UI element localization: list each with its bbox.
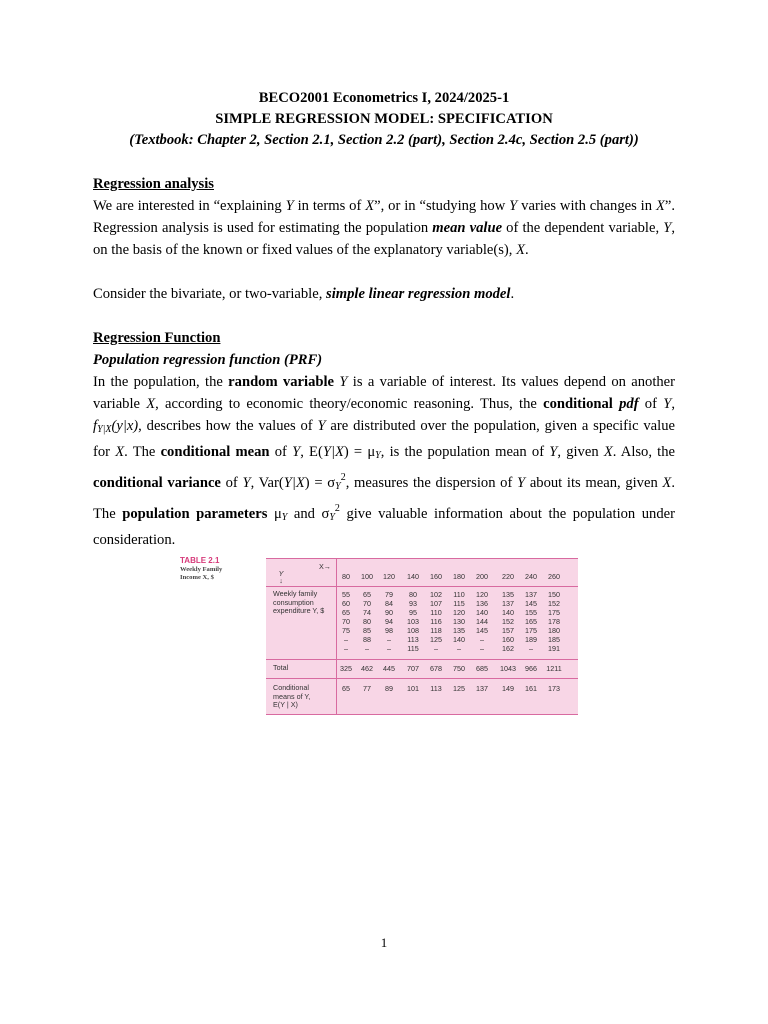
row-label-consumption: Weekly family consumption expenditure Y, $ — [273, 589, 325, 616]
x-value-header: 80 — [342, 572, 350, 581]
consumption-cell: 80 — [409, 590, 417, 599]
consumption-cell: 94 — [385, 617, 393, 626]
x-value-header: 220 — [502, 572, 514, 581]
conditional-mean-cell: 89 — [385, 684, 393, 693]
total-cell: 750 — [453, 664, 465, 673]
x-value-header: 120 — [383, 572, 395, 581]
consumption-cell: – — [480, 644, 484, 653]
consumption-cell: 113 — [407, 635, 419, 644]
x-axis-label: X→ — [319, 562, 331, 571]
consumption-cell: 130 — [453, 617, 465, 626]
consumption-cell: 137 — [525, 590, 537, 599]
consumption-cell: – — [387, 644, 391, 653]
consumption-cell: 140 — [476, 608, 488, 617]
consumption-cell: 79 — [385, 590, 393, 599]
consumption-cell: 115 — [453, 599, 465, 608]
consumption-cell: 103 — [407, 617, 419, 626]
consumption-cell: 88 — [363, 635, 371, 644]
consumption-cell: 90 — [385, 608, 393, 617]
conditional-mean-cell: 161 — [525, 684, 537, 693]
consumption-cell: – — [529, 644, 533, 653]
consumption-cell: 102 — [430, 590, 442, 599]
conditional-mean-cell: 113 — [430, 684, 442, 693]
total-cell: 1043 — [500, 664, 516, 673]
table-rule — [266, 586, 578, 587]
consumption-cell: 180 — [548, 626, 560, 635]
consumption-cell: 157 — [502, 626, 514, 635]
consumption-cell: 189 — [525, 635, 537, 644]
consumption-cell: 65 — [363, 590, 371, 599]
consumption-cell: 95 — [409, 608, 417, 617]
x-value-header: 100 — [361, 572, 373, 581]
table-rule — [266, 678, 578, 679]
consumption-cell: 85 — [363, 626, 371, 635]
consumption-cell: 144 — [476, 617, 488, 626]
consumption-cell: – — [365, 644, 369, 653]
total-cell: 325 — [340, 664, 352, 673]
consumption-cell: 107 — [430, 599, 442, 608]
total-cell: 707 — [407, 664, 419, 673]
y-axis-label: Y ↓ — [278, 569, 284, 585]
row-label-total: Total — [273, 663, 289, 672]
conditional-mean-cell: 65 — [342, 684, 350, 693]
row-label-conditional-means: Conditional means of Y, E(Y | X) — [273, 683, 311, 710]
table-caption-block — [180, 556, 264, 716]
x-value-header: 140 — [407, 572, 419, 581]
conditional-mean-cell: 173 — [548, 684, 560, 693]
conditional-mean-cell: 77 — [363, 684, 371, 693]
consumption-cell: – — [387, 635, 391, 644]
consumption-cell: 110 — [430, 608, 442, 617]
consumption-cell: 145 — [476, 626, 488, 635]
paragraph-regression-analysis: We are interested in “explaining Y in terms of X”, or in “studying how Y varies with changes in X”. Regression analysis is used for estimating the population mean value of the dependent variable, Y, on the basis of the known or fixed values of the explanatory variable(s), X. — [93, 198, 676, 258]
table-caption: TABLE 2.1 — [180, 556, 220, 565]
table-rule — [266, 558, 578, 559]
paragraph-prf: In the population, the random variable Y is a variable of interest. Its values depend on another variable X, according to economic theory/economic reasoning. Thus, the conditional pdf of Y, $f_{Y|X}(y|x)$, describes how the values of Y are distributed over the population, given a specific value for X. The conditional mean of Y, $E(Y|X) = \mu_Y$, is the population mean of Y, given X. Also, the conditional variance of Y, $Var(Y|X) = \sigma_Y^2$, measures the dispersion of Y about its mean, given X. The population parameters $\mu_Y$ and $\sigma_Y^2$ give valuable information about the population under consideration. — [93, 374, 676, 548]
consumption-cell: 140 — [502, 608, 514, 617]
consumption-cell: 152 — [548, 599, 560, 608]
conditional-mean-cell: 137 — [476, 684, 488, 693]
consumption-cell: 145 — [525, 599, 537, 608]
total-cell: 685 — [476, 664, 488, 673]
consumption-cell: 75 — [342, 626, 350, 635]
x-value-header: 240 — [525, 572, 537, 581]
conditional-mean-cell: 101 — [407, 684, 419, 693]
section-title-regression-analysis: Regression analysis — [93, 176, 214, 192]
consumption-cell: 55 — [342, 590, 350, 599]
document-title: SIMPLE REGRESSION MODEL: SPECIFICATION — [215, 111, 553, 127]
consumption-cell: 120 — [453, 608, 465, 617]
consumption-cell: – — [344, 644, 348, 653]
consumption-cell: 191 — [548, 644, 560, 653]
consumption-cell: 175 — [548, 608, 560, 617]
consumption-cell: 150 — [548, 590, 560, 599]
consumption-cell: 155 — [525, 608, 537, 617]
table-rule — [266, 659, 578, 660]
consumption-cell: 65 — [342, 608, 350, 617]
conditional-mean-cell: 149 — [502, 684, 514, 693]
consumption-cell: – — [457, 644, 461, 653]
consumption-cell: 140 — [453, 635, 465, 644]
consumption-cell: 136 — [476, 599, 488, 608]
consumption-cell: – — [480, 635, 484, 644]
consumption-cell: 162 — [502, 644, 514, 653]
consumption-cell: 70 — [342, 617, 350, 626]
consumption-cell: 115 — [407, 644, 419, 653]
document-page — [93, 88, 675, 551]
x-value-header: 180 — [453, 572, 465, 581]
consumption-cell: 98 — [385, 626, 393, 635]
consumption-cell: 80 — [363, 617, 371, 626]
total-cell: 678 — [430, 664, 442, 673]
total-cell: 1211 — [546, 664, 562, 673]
total-cell: 445 — [383, 664, 395, 673]
course-title: BECO2001 Econometrics I, 2024/2025-1 — [258, 90, 510, 106]
subsection-title-prf: Population regression function (PRF) — [93, 352, 323, 368]
consumption-cell: 120 — [476, 590, 488, 599]
paragraph-bivariate-model: Consider the bivariate, or two-variable, simple linear regression model. — [93, 286, 515, 302]
weekly-income-table — [266, 558, 578, 715]
consumption-cell: – — [344, 635, 348, 644]
consumption-cell: 152 — [502, 617, 514, 626]
consumption-cell: 178 — [548, 617, 560, 626]
consumption-cell: – — [434, 644, 438, 653]
x-value-header: 200 — [476, 572, 488, 581]
consumption-cell: 125 — [430, 635, 442, 644]
section-title-regression-function: Regression Function — [93, 330, 221, 346]
consumption-cell: 108 — [407, 626, 419, 635]
table-subcaption-line1: Weekly Family — [180, 566, 223, 573]
consumption-cell: 74 — [363, 608, 371, 617]
consumption-cell: 135 — [502, 590, 514, 599]
consumption-cell: 70 — [363, 599, 371, 608]
consumption-cell: 185 — [548, 635, 560, 644]
conditional-mean-cell: 125 — [453, 684, 465, 693]
consumption-cell: 60 — [342, 599, 350, 608]
consumption-cell: 137 — [502, 599, 514, 608]
table-subcaption-line2: Income X, $ — [180, 574, 214, 581]
consumption-cell: 135 — [453, 626, 465, 635]
total-cell: 462 — [361, 664, 373, 673]
consumption-cell: 160 — [502, 635, 514, 644]
x-value-header: 160 — [430, 572, 442, 581]
consumption-cell: 175 — [525, 626, 537, 635]
table-figure — [180, 556, 580, 716]
consumption-cell: 165 — [525, 617, 537, 626]
consumption-cell: 84 — [385, 599, 393, 608]
consumption-cell: 93 — [409, 599, 417, 608]
consumption-cell: 116 — [430, 617, 442, 626]
consumption-cell: 118 — [430, 626, 442, 635]
page-number: 1 — [380, 935, 388, 950]
x-value-header: 260 — [548, 572, 560, 581]
consumption-cell: 110 — [453, 590, 465, 599]
total-cell: 966 — [525, 664, 537, 673]
table-rule — [266, 714, 578, 715]
textbook-reference: (Textbook: Chapter 2, Section 2.1, Section 2.2 (part), Section 2.4c, Section 2.5 (part)) — [129, 132, 639, 148]
